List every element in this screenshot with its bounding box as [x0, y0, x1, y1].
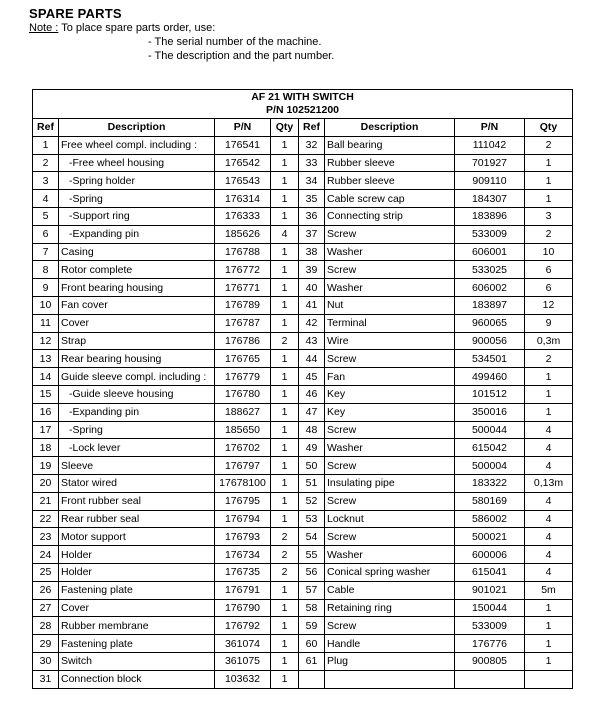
cell-pn: 176788 — [215, 243, 271, 261]
cell-pn: 176790 — [215, 599, 271, 617]
cell-ref-2: 60 — [299, 635, 325, 653]
cell-pn: 17678100 — [215, 474, 271, 492]
cell-qty-2: 1 — [525, 368, 573, 386]
cell-ref: 12 — [33, 332, 59, 350]
cell-description-2: Washer — [325, 279, 455, 297]
cell-ref: 1 — [33, 136, 59, 154]
cell-description: Rubber membrane — [59, 617, 215, 635]
cell-description: Connection block — [59, 670, 215, 688]
cell-ref: 23 — [33, 528, 59, 546]
cell-pn-2: 533009 — [455, 617, 525, 635]
col-header-pn: P/N — [215, 119, 271, 137]
cell-description-2: Washer — [325, 439, 455, 457]
cell-qty-2: 2 — [525, 136, 573, 154]
cell-qty-2: 1 — [525, 190, 573, 208]
cell-pn-2: 600006 — [455, 546, 525, 564]
cell-description: -Free wheel housing — [59, 154, 215, 172]
cell-qty-2: 0,3m — [525, 332, 573, 350]
cell-qty-2: 1 — [525, 652, 573, 670]
cell-pn-2: 500004 — [455, 457, 525, 475]
cell-pn-2: 901021 — [455, 581, 525, 599]
table-row — [33, 439, 573, 457]
cell-qty: 1 — [271, 385, 299, 403]
cell-pn: 361075 — [215, 652, 271, 670]
cell-ref: 13 — [33, 350, 59, 368]
cell-pn-2: 499460 — [455, 368, 525, 386]
table-row — [33, 492, 573, 510]
col-header-qty-2: Qty — [525, 119, 573, 137]
cell-qty-2: 2 — [525, 225, 573, 243]
cell-ref-2: 44 — [299, 350, 325, 368]
table-row — [33, 563, 573, 581]
cell-ref: 6 — [33, 225, 59, 243]
cell-pn-2: 500044 — [455, 421, 525, 439]
cell-qty-2: 9 — [525, 314, 573, 332]
table-row — [33, 599, 573, 617]
cell-qty-2: 4 — [525, 457, 573, 475]
cell-description-2: Fan — [325, 368, 455, 386]
cell-description-2: Cable — [325, 581, 455, 599]
table-row — [33, 225, 573, 243]
col-header-ref: Ref — [33, 119, 59, 137]
cell-qty-2: 5m — [525, 581, 573, 599]
table-row — [33, 261, 573, 279]
cell-ref-2: 47 — [299, 403, 325, 421]
cell-qty: 1 — [271, 190, 299, 208]
cell-description-2: Plug — [325, 652, 455, 670]
cell-ref: 15 — [33, 385, 59, 403]
cell-ref: 16 — [33, 403, 59, 421]
cell-description-2: Screw — [325, 421, 455, 439]
parts-table-body — [33, 136, 573, 688]
cell-pn: 176541 — [215, 136, 271, 154]
order-note — [29, 22, 215, 34]
cell-description: -Support ring — [59, 207, 215, 225]
cell-description-2: Rubber sleeve — [325, 172, 455, 190]
table-row — [33, 617, 573, 635]
cell-pn: 176791 — [215, 581, 271, 599]
table-row — [33, 136, 573, 154]
cell-ref-2: 49 — [299, 439, 325, 457]
cell-pn-2: 176776 — [455, 635, 525, 653]
cell-description-2: Wire — [325, 332, 455, 350]
cell-ref-2: 33 — [299, 154, 325, 172]
cell-description: -Spring — [59, 421, 215, 439]
note-label: Note : — [29, 22, 59, 34]
cell-description: Rotor complete — [59, 261, 215, 279]
cell-ref-2: 54 — [299, 528, 325, 546]
table-title — [33, 90, 573, 119]
cell-ref-2: 50 — [299, 457, 325, 475]
cell-description: -Expanding pin — [59, 225, 215, 243]
table-row — [33, 403, 573, 421]
note-bullet-description: - The description and the part number. — [148, 50, 335, 62]
cell-description-2 — [325, 670, 455, 688]
cell-description: -Spring holder — [59, 172, 215, 190]
cell-ref-2: 42 — [299, 314, 325, 332]
cell-qty-2: 4 — [525, 563, 573, 581]
cell-qty-2: 12 — [525, 296, 573, 314]
cell-pn: 176780 — [215, 385, 271, 403]
cell-pn: 176794 — [215, 510, 271, 528]
cell-qty: 1 — [271, 136, 299, 154]
cell-ref: 11 — [33, 314, 59, 332]
col-header-description: Description — [59, 119, 215, 137]
note-text: To place spare parts order, use: — [58, 22, 216, 34]
cell-pn-2: 534501 — [455, 350, 525, 368]
col-header-description-2: Description — [325, 119, 455, 137]
cell-description: Rear rubber seal — [59, 510, 215, 528]
cell-description-2: Key — [325, 385, 455, 403]
cell-qty: 1 — [271, 652, 299, 670]
table-row — [33, 457, 573, 475]
table-row — [33, 296, 573, 314]
page-heading: SPARE PARTS — [29, 6, 122, 21]
cell-pn-2: 500021 — [455, 528, 525, 546]
cell-qty: 2 — [271, 332, 299, 350]
cell-ref-2: 39 — [299, 261, 325, 279]
cell-ref-2: 61 — [299, 652, 325, 670]
cell-ref-2: 51 — [299, 474, 325, 492]
cell-pn-2: 184307 — [455, 190, 525, 208]
cell-ref: 7 — [33, 243, 59, 261]
cell-ref-2: 48 — [299, 421, 325, 439]
cell-ref-2: 52 — [299, 492, 325, 510]
cell-description-2: Screw — [325, 261, 455, 279]
cell-description: Holder — [59, 563, 215, 581]
cell-qty-2: 1 — [525, 154, 573, 172]
cell-qty: 1 — [271, 457, 299, 475]
cell-pn: 185650 — [215, 421, 271, 439]
cell-ref-2: 45 — [299, 368, 325, 386]
cell-pn: 176779 — [215, 368, 271, 386]
cell-description-2: Screw — [325, 492, 455, 510]
cell-qty: 1 — [271, 670, 299, 688]
table-row — [33, 635, 573, 653]
table-row — [33, 510, 573, 528]
table-row — [33, 314, 573, 332]
cell-pn: 176771 — [215, 279, 271, 297]
cell-description-2: Screw — [325, 225, 455, 243]
cell-ref: 26 — [33, 581, 59, 599]
cell-qty: 2 — [271, 528, 299, 546]
machine-part-number: P/N 102521200 — [266, 104, 340, 116]
cell-pn-2: 960065 — [455, 314, 525, 332]
cell-ref-2 — [299, 670, 325, 688]
cell-description: Switch — [59, 652, 215, 670]
cell-qty: 1 — [271, 439, 299, 457]
cell-qty-2: 0,13m — [525, 474, 573, 492]
cell-pn-2: 606001 — [455, 243, 525, 261]
cell-pn-2 — [455, 670, 525, 688]
cell-qty-2: 1 — [525, 599, 573, 617]
cell-ref-2: 35 — [299, 190, 325, 208]
cell-qty: 1 — [271, 350, 299, 368]
cell-description-2: Locknut — [325, 510, 455, 528]
cell-description: -Expanding pin — [59, 403, 215, 421]
cell-pn-2: 533025 — [455, 261, 525, 279]
cell-ref-2: 58 — [299, 599, 325, 617]
table-row — [33, 581, 573, 599]
cell-qty-2: 6 — [525, 279, 573, 297]
cell-qty: 1 — [271, 314, 299, 332]
cell-ref-2: 40 — [299, 279, 325, 297]
cell-description: Fan cover — [59, 296, 215, 314]
cell-ref: 5 — [33, 207, 59, 225]
cell-description: -Lock lever — [59, 439, 215, 457]
cell-qty: 1 — [271, 172, 299, 190]
cell-description-2: Washer — [325, 546, 455, 564]
cell-ref: 3 — [33, 172, 59, 190]
cell-ref: 8 — [33, 261, 59, 279]
cell-pn-2: 586002 — [455, 510, 525, 528]
cell-pn: 185626 — [215, 225, 271, 243]
cell-qty: 1 — [271, 635, 299, 653]
cell-qty: 1 — [271, 261, 299, 279]
cell-qty-2: 4 — [525, 492, 573, 510]
cell-pn: 176789 — [215, 296, 271, 314]
machine-model: AF 21 WITH SWITCH — [251, 91, 354, 103]
cell-ref-2: 37 — [299, 225, 325, 243]
cell-qty-2: 1 — [525, 403, 573, 421]
cell-ref-2: 59 — [299, 617, 325, 635]
cell-pn: 176792 — [215, 617, 271, 635]
cell-description: Free wheel compl. including : — [59, 136, 215, 154]
cell-pn-2: 350016 — [455, 403, 525, 421]
cell-pn: 176543 — [215, 172, 271, 190]
cell-pn-2: 615041 — [455, 563, 525, 581]
cell-qty-2: 4 — [525, 510, 573, 528]
cell-description: -Guide sleeve housing — [59, 385, 215, 403]
cell-pn: 103632 — [215, 670, 271, 688]
cell-ref: 30 — [33, 652, 59, 670]
cell-ref-2: 56 — [299, 563, 325, 581]
table-row — [33, 279, 573, 297]
cell-pn: 176793 — [215, 528, 271, 546]
cell-qty-2 — [525, 670, 573, 688]
cell-ref: 19 — [33, 457, 59, 475]
cell-qty: 1 — [271, 474, 299, 492]
table-row — [33, 546, 573, 564]
cell-pn-2: 101512 — [455, 385, 525, 403]
cell-pn: 176772 — [215, 261, 271, 279]
cell-qty: 1 — [271, 243, 299, 261]
cell-ref-2: 41 — [299, 296, 325, 314]
cell-qty: 1 — [271, 296, 299, 314]
cell-qty: 1 — [271, 581, 299, 599]
cell-description-2: Screw — [325, 350, 455, 368]
table-row — [33, 421, 573, 439]
cell-description-2: Nut — [325, 296, 455, 314]
cell-qty-2: 4 — [525, 421, 573, 439]
cell-description: Sleeve — [59, 457, 215, 475]
col-header-pn-2: P/N — [455, 119, 525, 137]
cell-qty-2: 4 — [525, 439, 573, 457]
cell-ref-2: 55 — [299, 546, 325, 564]
cell-ref-2: 46 — [299, 385, 325, 403]
cell-pn: 188627 — [215, 403, 271, 421]
cell-pn-2: 150044 — [455, 599, 525, 617]
cell-qty-2: 4 — [525, 528, 573, 546]
cell-ref: 2 — [33, 154, 59, 172]
cell-pn-2: 900805 — [455, 652, 525, 670]
cell-ref: 14 — [33, 368, 59, 386]
cell-qty: 1 — [271, 421, 299, 439]
cell-ref: 18 — [33, 439, 59, 457]
table-header-row — [33, 119, 573, 137]
cell-pn: 361074 — [215, 635, 271, 653]
cell-description-2: Screw — [325, 617, 455, 635]
cell-description-2: Screw — [325, 457, 455, 475]
cell-pn: 176333 — [215, 207, 271, 225]
cell-description-2: Key — [325, 403, 455, 421]
cell-description-2: Terminal — [325, 314, 455, 332]
cell-ref: 31 — [33, 670, 59, 688]
cell-qty: 1 — [271, 492, 299, 510]
cell-description: Stator wired — [59, 474, 215, 492]
table-row — [33, 474, 573, 492]
col-header-ref-2: Ref — [299, 119, 325, 137]
cell-pn-2: 900056 — [455, 332, 525, 350]
cell-ref: 4 — [33, 190, 59, 208]
cell-ref-2: 34 — [299, 172, 325, 190]
cell-description-2: Rubber sleeve — [325, 154, 455, 172]
cell-qty: 1 — [271, 207, 299, 225]
table-row — [33, 172, 573, 190]
cell-ref: 25 — [33, 563, 59, 581]
cell-description: -Spring — [59, 190, 215, 208]
table-row — [33, 207, 573, 225]
cell-description-2: Retaining ring — [325, 599, 455, 617]
cell-pn-2: 533009 — [455, 225, 525, 243]
table-row — [33, 350, 573, 368]
cell-ref-2: 32 — [299, 136, 325, 154]
cell-pn: 176795 — [215, 492, 271, 510]
table-row — [33, 190, 573, 208]
cell-description-2: Handle — [325, 635, 455, 653]
table-row — [33, 332, 573, 350]
cell-pn-2: 183322 — [455, 474, 525, 492]
cell-ref-2: 36 — [299, 207, 325, 225]
cell-qty-2: 1 — [525, 385, 573, 403]
cell-pn: 176797 — [215, 457, 271, 475]
cell-description: Fastening plate — [59, 635, 215, 653]
cell-description: Cover — [59, 599, 215, 617]
cell-description: Holder — [59, 546, 215, 564]
cell-ref: 22 — [33, 510, 59, 528]
cell-pn: 176786 — [215, 332, 271, 350]
cell-ref: 20 — [33, 474, 59, 492]
cell-description: Front rubber seal — [59, 492, 215, 510]
cell-pn-2: 183897 — [455, 296, 525, 314]
cell-pn: 176734 — [215, 546, 271, 564]
cell-pn-2: 701927 — [455, 154, 525, 172]
cell-ref: 21 — [33, 492, 59, 510]
table-row — [33, 385, 573, 403]
cell-description-2: Insulating pipe — [325, 474, 455, 492]
cell-ref: 28 — [33, 617, 59, 635]
cell-ref: 10 — [33, 296, 59, 314]
cell-pn-2: 111042 — [455, 136, 525, 154]
cell-qty: 2 — [271, 563, 299, 581]
cell-description-2: Connecting strip — [325, 207, 455, 225]
cell-qty: 1 — [271, 617, 299, 635]
cell-qty: 4 — [271, 225, 299, 243]
cell-ref: 9 — [33, 279, 59, 297]
cell-description: Front bearing housing — [59, 279, 215, 297]
cell-qty: 1 — [271, 279, 299, 297]
cell-qty: 1 — [271, 403, 299, 421]
cell-pn: 176314 — [215, 190, 271, 208]
table-row — [33, 670, 573, 688]
cell-ref-2: 43 — [299, 332, 325, 350]
cell-pn-2: 615042 — [455, 439, 525, 457]
table-row — [33, 243, 573, 261]
cell-ref-2: 53 — [299, 510, 325, 528]
cell-ref: 29 — [33, 635, 59, 653]
cell-qty: 1 — [271, 599, 299, 617]
cell-description-2: Ball bearing — [325, 136, 455, 154]
cell-pn-2: 909110 — [455, 172, 525, 190]
cell-ref: 24 — [33, 546, 59, 564]
cell-ref-2: 38 — [299, 243, 325, 261]
cell-qty: 1 — [271, 154, 299, 172]
cell-qty-2: 6 — [525, 261, 573, 279]
note-bullet-serial: - The serial number of the machine. — [148, 36, 322, 48]
cell-pn: 176787 — [215, 314, 271, 332]
cell-description: Fastening plate — [59, 581, 215, 599]
cell-description-2: Conical spring washer — [325, 563, 455, 581]
cell-pn: 176765 — [215, 350, 271, 368]
cell-pn: 176702 — [215, 439, 271, 457]
spare-parts-table — [32, 89, 573, 689]
cell-pn-2: 580169 — [455, 492, 525, 510]
cell-pn: 176542 — [215, 154, 271, 172]
cell-qty-2: 1 — [525, 617, 573, 635]
cell-qty-2: 4 — [525, 546, 573, 564]
cell-description: Strap — [59, 332, 215, 350]
table-row — [33, 154, 573, 172]
cell-pn-2: 606002 — [455, 279, 525, 297]
cell-qty: 1 — [271, 368, 299, 386]
col-header-qty: Qty — [271, 119, 299, 137]
cell-description-2: Washer — [325, 243, 455, 261]
cell-qty: 2 — [271, 546, 299, 564]
cell-description: Cover — [59, 314, 215, 332]
cell-qty-2: 1 — [525, 635, 573, 653]
cell-description: Guide sleeve compl. including : — [59, 368, 215, 386]
cell-ref-2: 57 — [299, 581, 325, 599]
table-row — [33, 652, 573, 670]
cell-description-2: Cable screw cap — [325, 190, 455, 208]
cell-qty-2: 10 — [525, 243, 573, 261]
cell-ref: 27 — [33, 599, 59, 617]
cell-qty-2: 1 — [525, 172, 573, 190]
cell-pn: 176735 — [215, 563, 271, 581]
cell-qty: 1 — [271, 510, 299, 528]
table-row — [33, 528, 573, 546]
cell-description: Motor support — [59, 528, 215, 546]
cell-qty-2: 2 — [525, 350, 573, 368]
cell-description-2: Screw — [325, 528, 455, 546]
cell-qty-2: 3 — [525, 207, 573, 225]
cell-description: Rear bearing housing — [59, 350, 215, 368]
cell-pn-2: 183896 — [455, 207, 525, 225]
cell-ref: 17 — [33, 421, 59, 439]
table-row — [33, 368, 573, 386]
cell-description: Casing — [59, 243, 215, 261]
